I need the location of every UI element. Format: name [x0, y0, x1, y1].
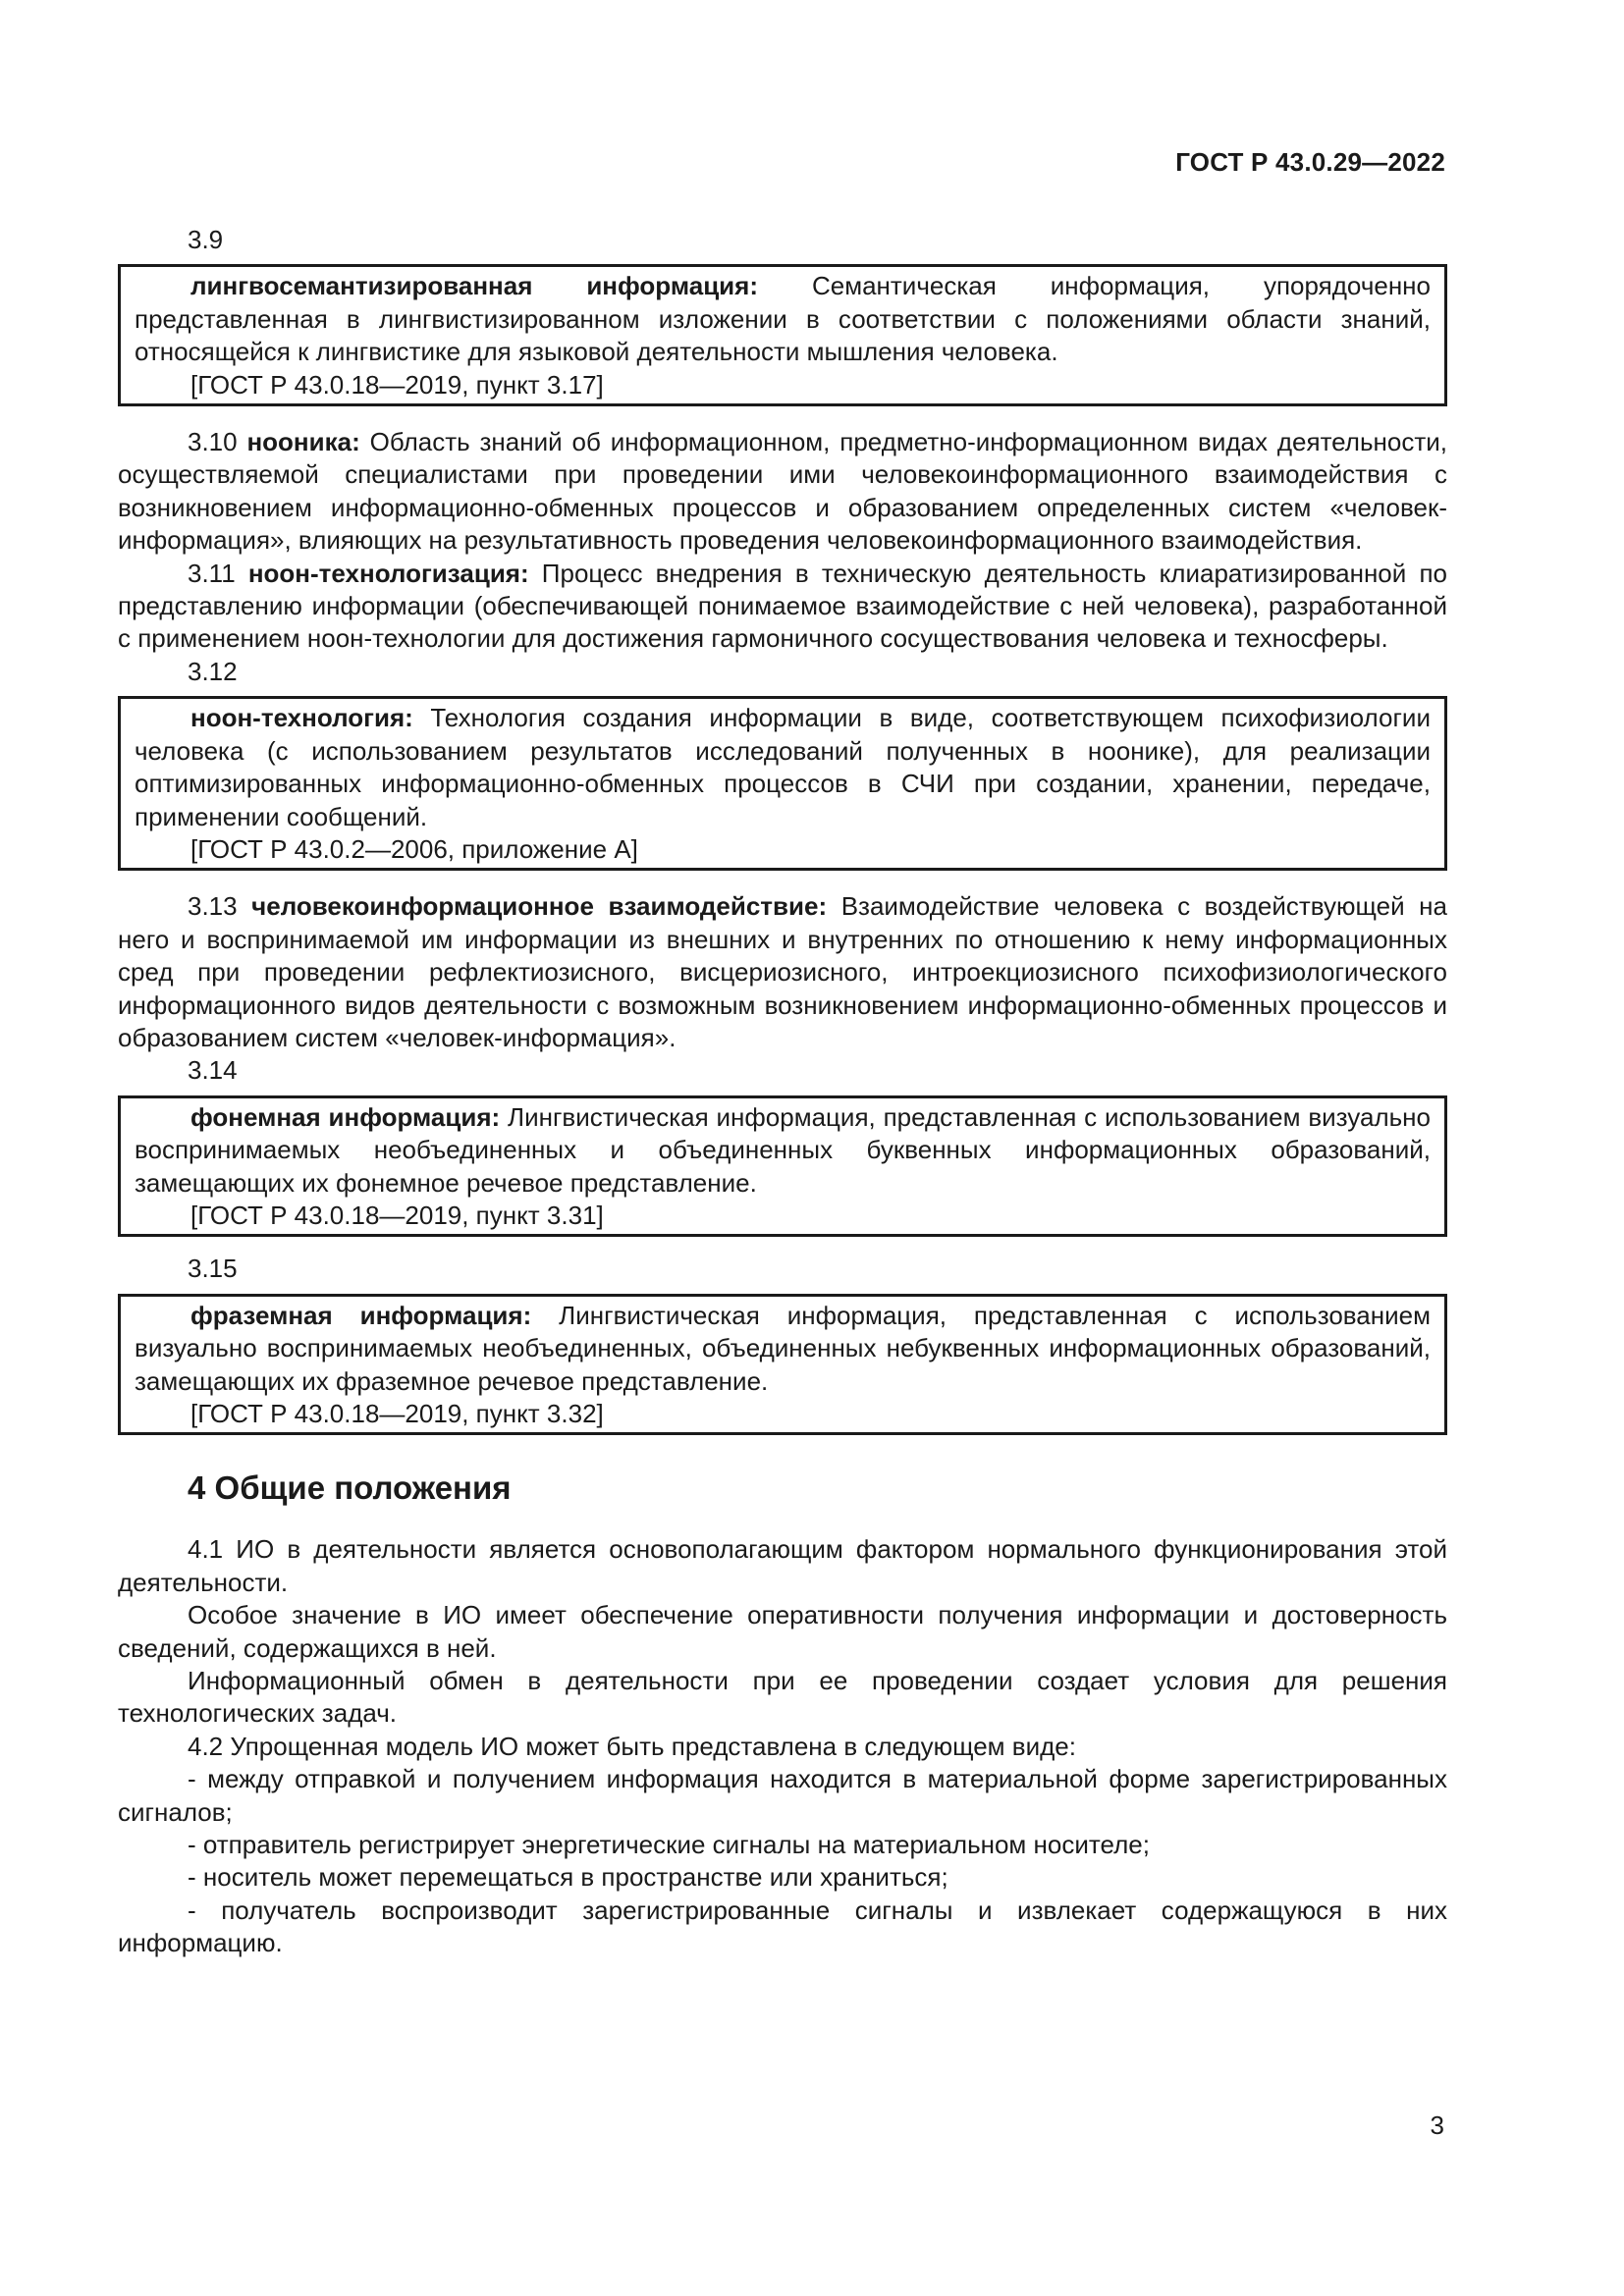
term-number: 3.14: [188, 1055, 238, 1086]
term-paragraph: [135, 1300, 1431, 1398]
term-definition: Технология создания информации в виде, соответствующем психофизиологии человека (с использованием результатов исследований полученных в ноонике), для реализации оптимизированных информационно-обменных процессов в СЧИ при создании, хранении, передаче, применении сообщений.: [135, 703, 1431, 831]
term-name: фраземная информация:: [190, 1300, 532, 1330]
term-definition-box: [118, 1294, 1447, 1436]
term-definition: Лингвистическая информация, представленная с использованием визуально воспринимаемых необъединенных и объединенных буквенных информационных образований, замещающих их фонемное речевое представление.: [135, 1101, 1431, 1198]
term-source: [ГОСТ Р 43.0.18—2019, пункт 3.32]: [190, 1399, 604, 1428]
term-paragraph: [135, 1101, 1431, 1200]
term-number: 3.11: [188, 558, 236, 588]
term-name: человекоинформационное взаимодействие:: [251, 891, 828, 922]
term-source: [ГОСТ Р 43.0.2—2006, приложение А]: [190, 833, 638, 864]
body-paragraph: Особое значение в ИО имеет обеспечение оперативности получения информации и достоверность сведений, содержащихся в ней.: [118, 1600, 1447, 1663]
body-paragraph: Информационный обмен в деятельности при ее проведении создает условия для решения технологических задач.: [118, 1666, 1447, 1729]
list-item: - между отправкой и получением информация находится в материальной форме зарегистрированных сигналов;: [118, 1764, 1447, 1827]
term-paragraph: [118, 890, 1447, 1054]
term-name: нооника:: [246, 427, 360, 457]
term-number: 3.9: [188, 225, 224, 254]
body-paragraph: 4.2 Упрощенная модель ИО может быть представлена в следующем виде:: [188, 1731, 1076, 1761]
term-definition-box: [118, 264, 1447, 406]
term-definition-box: [118, 696, 1447, 871]
term-paragraph: [135, 702, 1431, 833]
list-item: - получатель воспроизводит зарегистрированные сигналы и извлекает содержащуюся в них информацию.: [118, 1895, 1447, 1958]
document-body: [118, 224, 1447, 1960]
term-definition: Семантическая информация, упорядоченно представленная в лингвистизированном изложении в соответствии с положениями области знаний, относящейся к лингвистике для языковой деятельности мышления человека.: [135, 271, 1432, 367]
term-number: 3.10: [188, 427, 238, 457]
term-definition: Процесс внедрения в техническую деятельность клиаратизированной по представлению информации (обеспечивающей понимаемое взаимодействие с ней человека), разработанной с применением ноон-технологии для достижения гармоничного сосуществования человека и техносферы.: [118, 558, 1447, 654]
term-paragraph: [118, 426, 1447, 558]
body-paragraph: 4.1 ИО в деятельности является основополагающим фактором нормального функционирования этой деятельности.: [118, 1534, 1447, 1597]
term-paragraph: [135, 270, 1431, 368]
term-definition: Взаимодействие человека с воздействующей на него и воспринимаемой им информации из внешних и внутренних по отношению к нему информационных сред при проведении рефлектиозисного, висцериозисного, интроекциозисного психофизиологического информационного видов деятельности с возможным возникновением информационно-обменных процессов и образованием систем «человек-информация».: [118, 891, 1447, 1052]
term-number: 3.15: [188, 1254, 238, 1284]
list-item: - носитель может перемещаться в пространстве или храниться;: [188, 1862, 948, 1893]
page-number: 3: [1430, 2110, 1444, 2140]
term-source: [ГОСТ Р 43.0.18—2019, пункт 3.31]: [190, 1200, 604, 1230]
term-name: фонемная информация:: [190, 1101, 501, 1132]
term-definition: Лингвистическая информация, представленная с использованием визуально воспринимаемых необъединенных, объединенных небуквенных информационных образований, замещающих их фраземное речевое представление.: [135, 1300, 1431, 1396]
term-name: лингвосемантизированная информация:: [190, 271, 758, 301]
term-number: 3.13: [188, 891, 238, 922]
term-source: [ГОСТ Р 43.0.18—2019, пункт 3.17]: [190, 369, 604, 400]
document-header: ГОСТ Р 43.0.29—2022: [1175, 147, 1445, 177]
term-number: 3.12: [188, 656, 238, 686]
term-definition-box: [118, 1095, 1447, 1238]
list-item: - отправитель регистрирует энергетические сигналы на материальном носителе;: [188, 1830, 1150, 1860]
section-heading: 4 Общие положения: [188, 1469, 512, 1507]
term-name: ноон-технология:: [190, 703, 413, 733]
term-definition: Область знаний об информационном, предметно-информационном видах деятельности, осуществляемой специалистами при проведении ими человекоинформационного взаимодействия с возникновением информационно-обменных процессов и образованием определенных систем «человек-информация», влияющих на результативность проведения человекоинформационного взаимодействия.: [118, 427, 1447, 556]
term-paragraph: [118, 558, 1447, 656]
term-name: ноон-технологизация:: [247, 558, 529, 588]
